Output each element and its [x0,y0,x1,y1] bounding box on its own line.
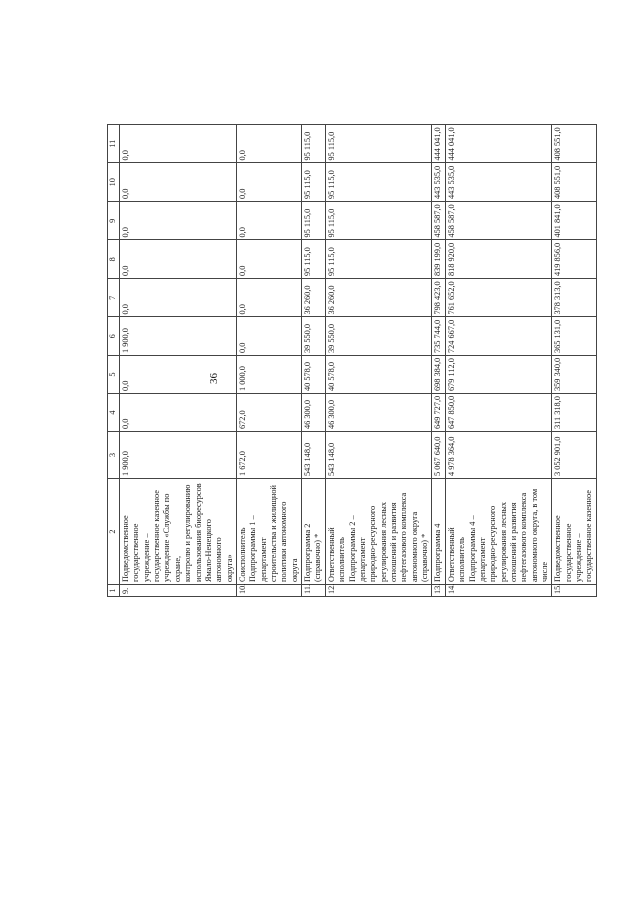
row-number: 12. [325,585,432,597]
value-cell: 647 850,0 [445,394,552,432]
value-cell: 0,0 [120,202,237,241]
value-cell: 419 856,0 [552,240,596,279]
value-cell: 0,0 [120,125,237,164]
value-cell: 95 115,0 [302,125,326,164]
value-cell: 365 131,0 [552,317,596,356]
value-cell: 359 340,0 [552,356,596,394]
row-label: Подведомственное государственное учреждение – государственное казенное учреждение «Службы по охране, контролю и регулированию использования биоресурсов Ямало-Ненецкого автономного округа» [120,479,237,585]
header-cell: 11 [108,125,120,164]
table-row [120,125,237,597]
value-cell: 1 900,0 [120,432,237,479]
row-number: 15. [552,585,596,597]
value-cell: 0,0 [236,240,301,279]
row-label: Подпрограмма 4 [432,479,445,585]
value-cell: 839 199,0 [432,240,445,279]
table-row [302,125,326,597]
value-cell: 46 300,0 [302,394,326,432]
value-cell: 95 115,0 [325,163,432,202]
value-cell: 4 978 364,0 [445,432,552,479]
value-cell: 0,0 [120,394,237,432]
table-row [236,125,301,597]
value-cell: 761 652,0 [445,279,552,318]
row-label: Подведомственное государственное учреждение – государственное казенное [552,479,596,585]
value-cell: 311 318,0 [552,394,596,432]
value-cell: 39 550,0 [325,317,432,356]
value-cell: 95 115,0 [325,202,432,241]
value-cell: 1 000,0 [236,356,301,394]
value-cell: 443 535,0 [445,163,552,202]
value-cell: 444 041,0 [432,125,445,164]
header-cell: 1 [108,585,120,597]
value-cell: 95 115,0 [302,163,326,202]
value-cell: 1 672,0 [236,432,301,479]
value-cell: 0,0 [120,356,237,394]
value-cell: 95 115,0 [325,125,432,164]
value-cell: 95 115,0 [325,240,432,279]
rotated-table-container [107,127,592,597]
table-row [445,125,552,597]
header-cell: 7 [108,279,120,318]
value-cell: 46 300,0 [325,394,432,432]
table-header-row [108,125,120,597]
row-number: 14. [445,585,552,597]
value-cell: 798 423,0 [432,279,445,318]
value-cell: 408 551,0 [552,125,596,164]
value-cell: 543 148,0 [302,432,326,479]
value-cell: 0,0 [236,202,301,241]
value-cell: 0,0 [120,163,237,202]
table-row [432,125,445,597]
value-cell: 3 052 901,0 [552,432,596,479]
header-cell: 4 [108,394,120,432]
value-cell: 458 587,0 [445,202,552,241]
header-cell: 3 [108,432,120,479]
row-number: 9. [120,585,237,597]
value-cell: 378 313,0 [552,279,596,318]
value-cell: 95 115,0 [302,202,326,241]
header-cell: 10 [108,163,120,202]
value-cell: 0,0 [120,240,237,279]
row-label: Подпрограмма 2 (справочно) * [302,479,326,585]
value-cell: 408 551,0 [552,163,596,202]
header-cell: 2 [108,479,120,585]
value-cell: 724 667,0 [445,317,552,356]
table-row [325,125,432,597]
row-label: Ответственный исполнитель Подпрограммы 2 – департамент природно-ресурсного регулирования лесных отношений и развития нефтегазового комплекса автономного округа (справочно) * [325,479,432,585]
page-number: 36 [208,373,220,384]
row-number: 13. [432,585,445,597]
value-cell: 0,0 [236,125,301,164]
value-cell: 5 067 640,0 [432,432,445,479]
value-cell: 95 115,0 [302,240,326,279]
value-cell: 401 841,0 [552,202,596,241]
value-cell: 36 260,0 [325,279,432,318]
budget-table [107,124,597,597]
value-cell: 672,0 [236,394,301,432]
value-cell: 543 148,0 [325,432,432,479]
row-label: Соисполнитель Подпрограммы 1 – департамент строительства и жилищной политики автономного округа [236,479,301,585]
value-cell: 443 535,0 [432,163,445,202]
value-cell: 36 260,0 [302,279,326,318]
value-cell: 458 587,0 [432,202,445,241]
value-cell: 679 112,0 [445,356,552,394]
row-number: 10. [236,585,301,597]
value-cell: 0,0 [236,317,301,356]
value-cell: 735 744,0 [432,317,445,356]
value-cell: 649 727,0 [432,394,445,432]
header-cell: 8 [108,240,120,279]
value-cell: 818 920,0 [445,240,552,279]
value-cell: 0,0 [120,279,237,318]
header-cell: 5 [108,356,120,394]
value-cell: 40 578,0 [325,356,432,394]
value-cell: 0,0 [236,279,301,318]
value-cell: 1 900,0 [120,317,237,356]
header-cell: 6 [108,317,120,356]
header-cell: 9 [108,202,120,241]
value-cell: 444 041,0 [445,125,552,164]
value-cell: 40 578,0 [302,356,326,394]
value-cell: 39 550,0 [302,317,326,356]
row-number: 11. [302,585,326,597]
value-cell: 0,0 [236,163,301,202]
row-label: Ответственный исполнитель Подпрограммы 4 – департамент природно-ресурсного регулирования лесных отношений и развития нефтегазового комплекса автономного округа, в том числе [445,479,552,585]
table-row [552,125,596,597]
value-cell: 698 384,0 [432,356,445,394]
